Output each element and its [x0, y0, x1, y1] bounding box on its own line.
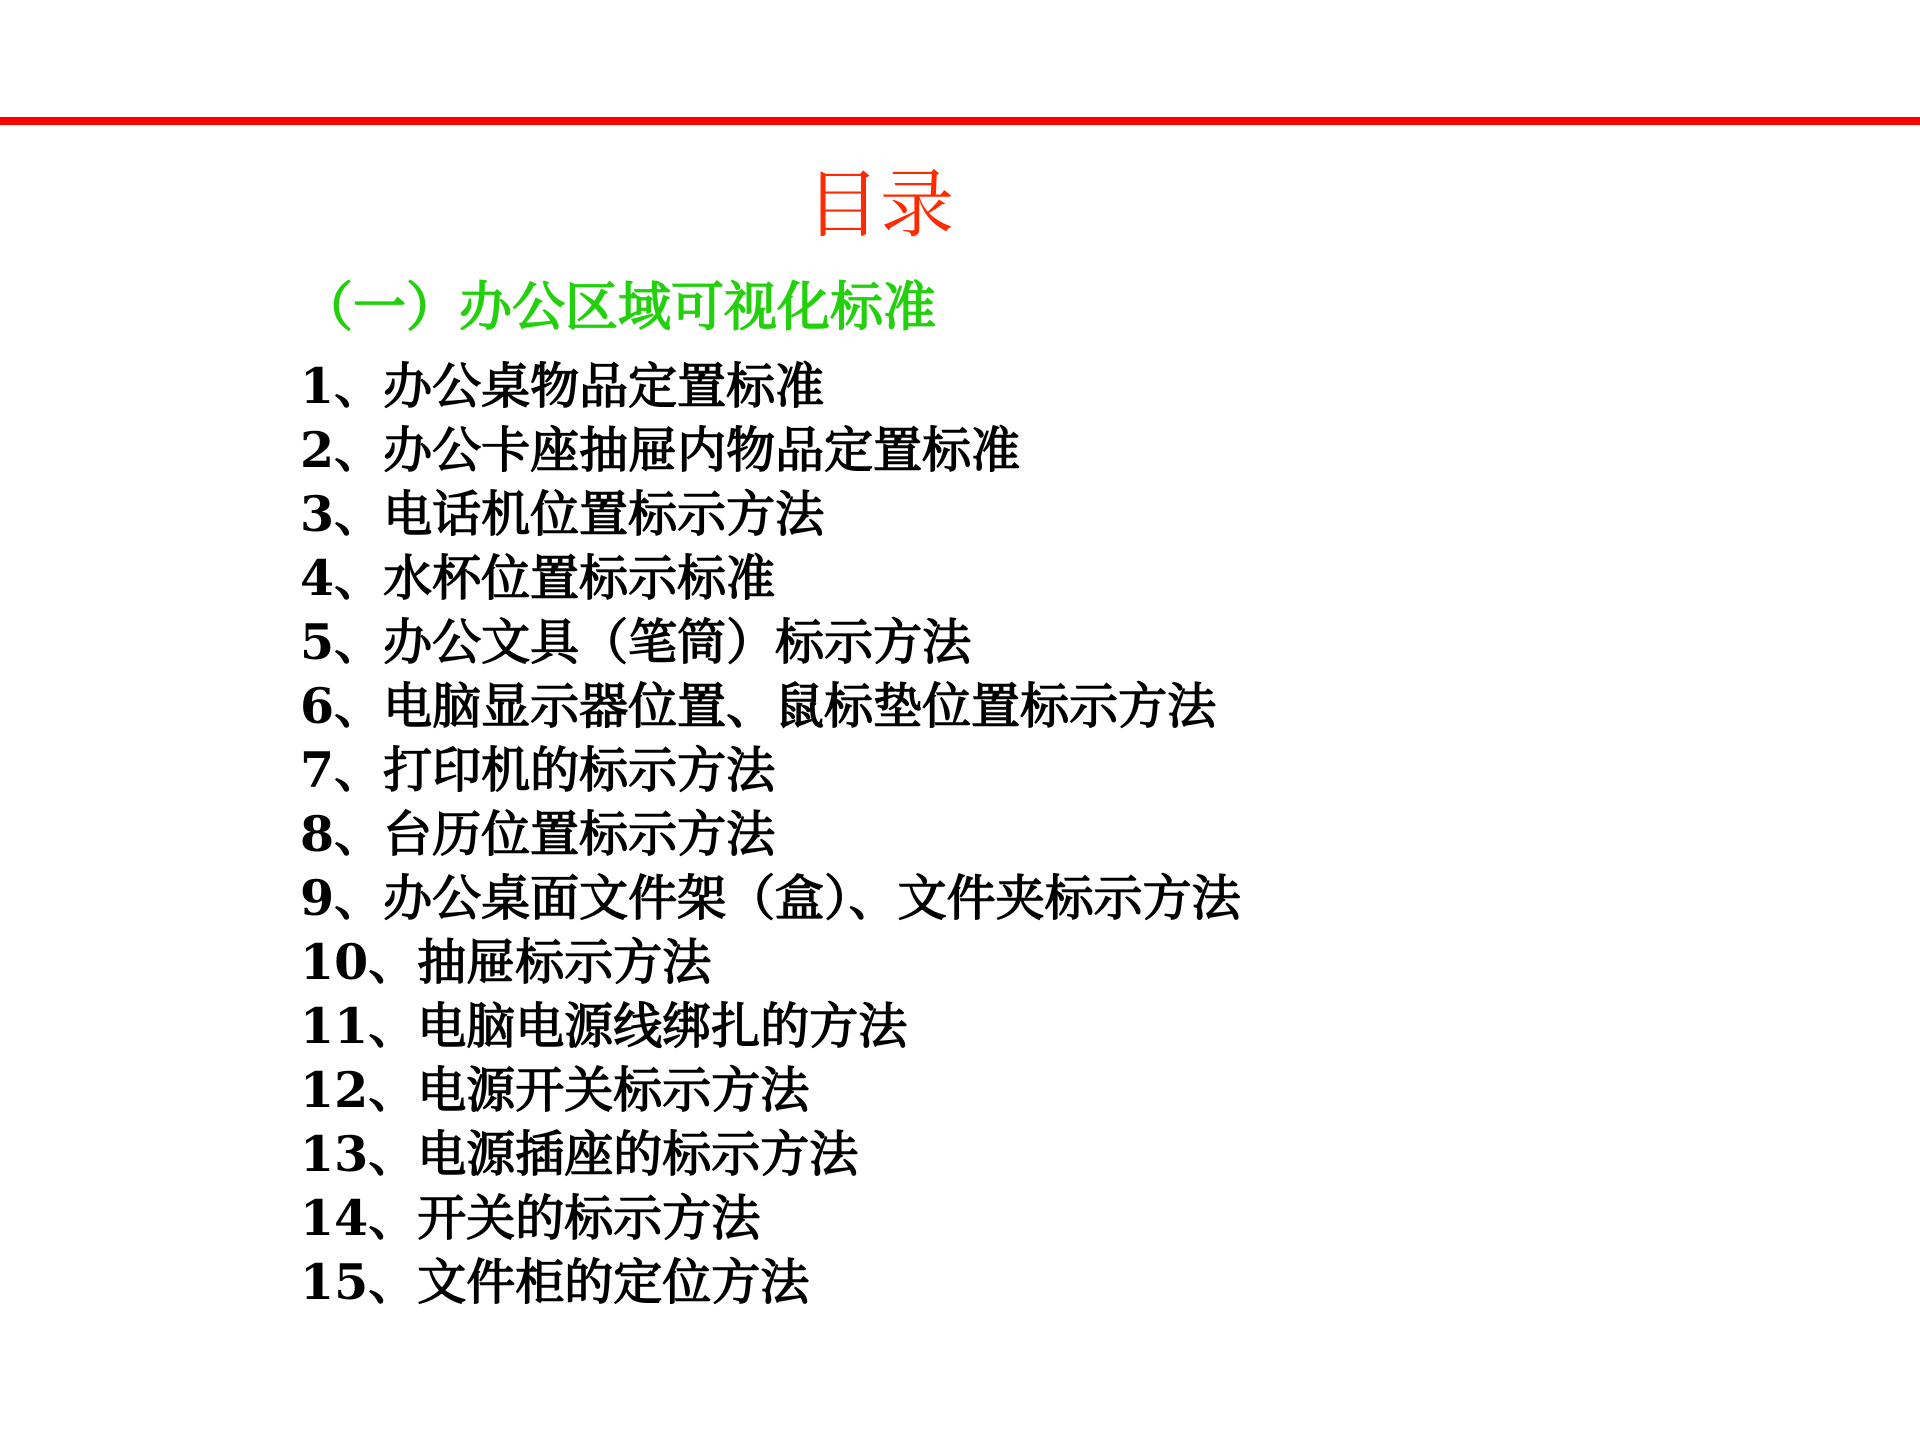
toc-item: 10、抽屉标示方法	[300, 933, 712, 991]
toc-item: 4、水杯位置标示标准	[300, 549, 776, 607]
toc-item: 6、电脑显示器位置、鼠标垫位置标示方法	[300, 677, 1217, 735]
top-red-rule	[0, 117, 1920, 125]
toc-item: 9、办公桌面文件架（盒）、文件夹标示方法	[300, 869, 1241, 927]
slide-title: 目录	[806, 162, 954, 248]
section-heading: （一）办公区域可视化标准	[300, 276, 936, 338]
toc-item: 14、开关的标示方法	[300, 1189, 761, 1247]
toc-item: 15、文件柜的定位方法	[300, 1253, 810, 1311]
toc-list	[300, 354, 1241, 1314]
toc-item: 13、电源插座的标示方法	[300, 1125, 859, 1183]
toc-item: 8、台历位置标示方法	[300, 805, 776, 863]
toc-item: 11、电脑电源线绑扎的方法	[300, 997, 908, 1055]
toc-item: 2、办公卡座抽屉内物品定置标准	[300, 421, 1021, 479]
toc-item: 7、打印机的标示方法	[300, 741, 776, 799]
toc-item: 1、办公桌物品定置标准	[300, 357, 825, 415]
toc-item: 5、办公文具（笔筒）标示方法	[300, 613, 972, 671]
toc-item: 12、电源开关标示方法	[300, 1061, 810, 1119]
toc-item: 3、电话机位置标示方法	[300, 485, 825, 543]
